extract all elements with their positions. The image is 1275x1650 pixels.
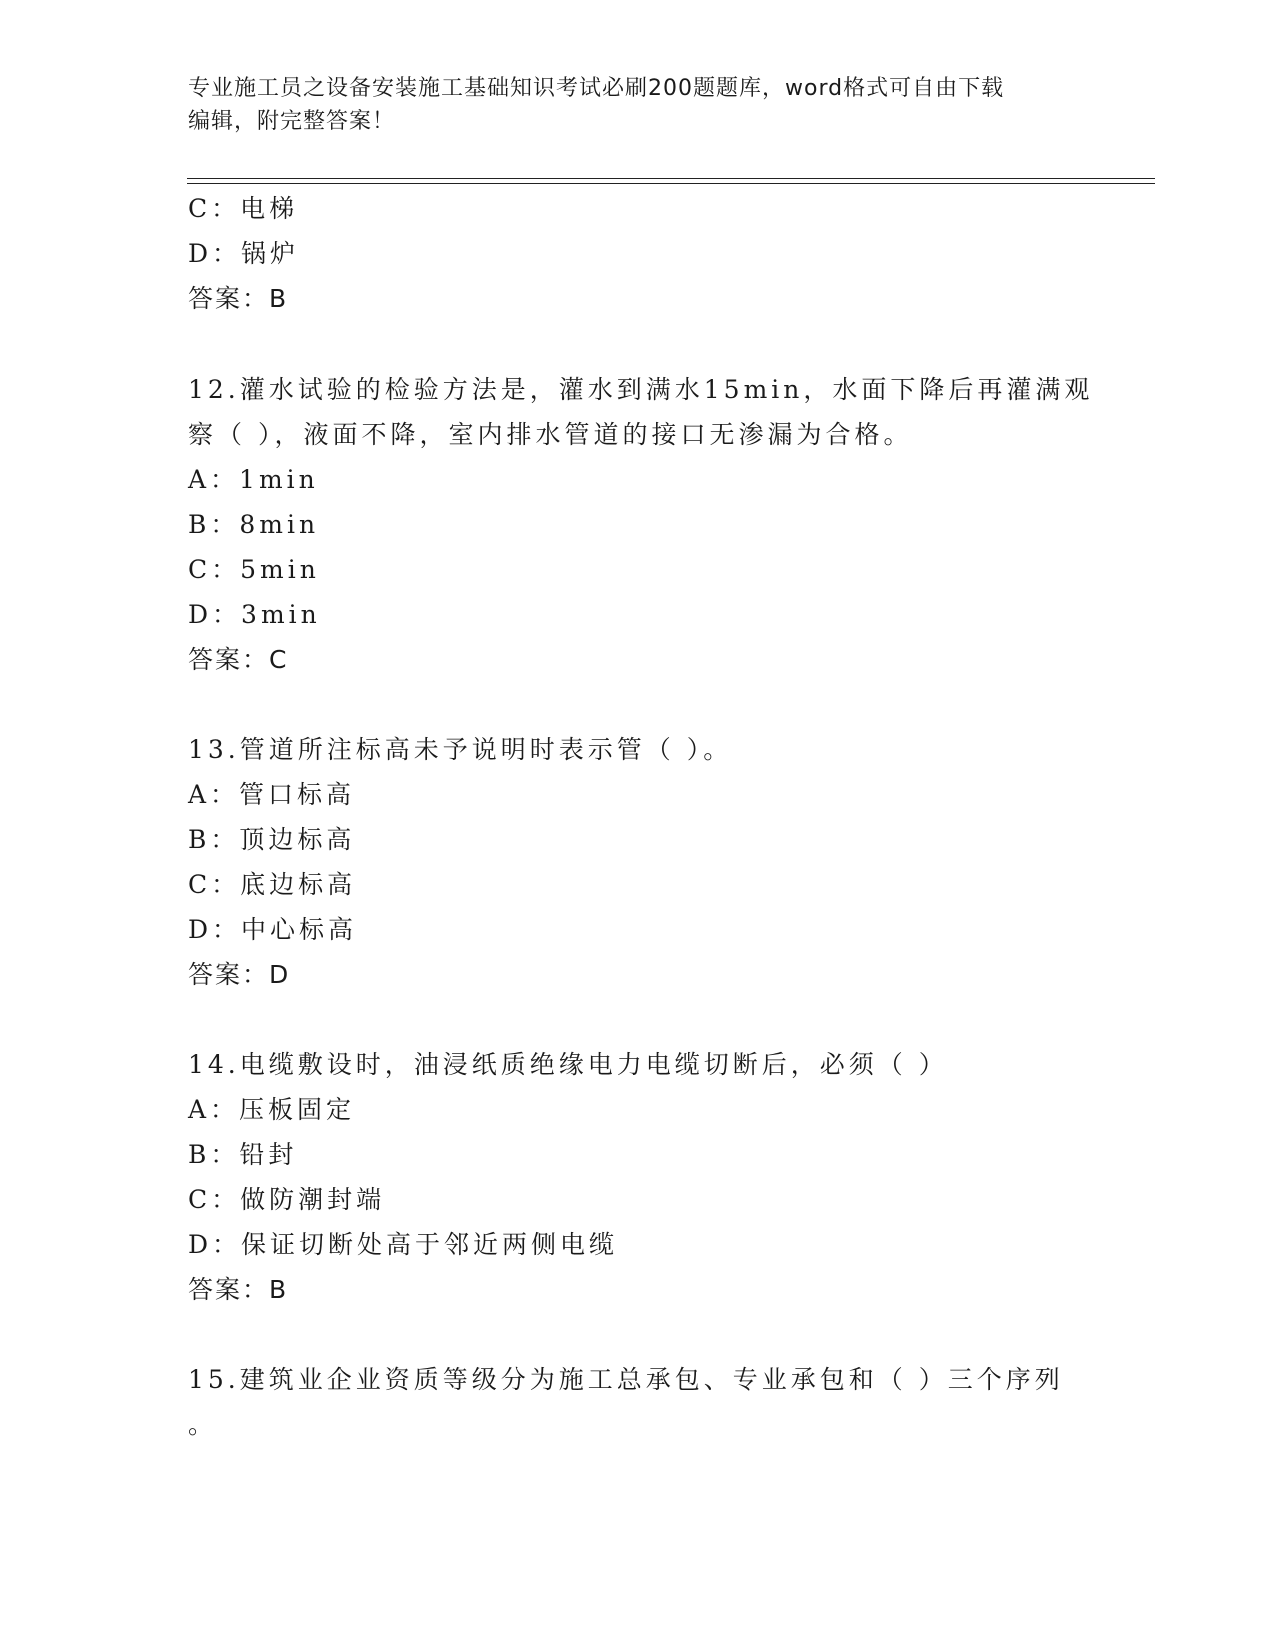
answer-label: 答案： <box>188 284 270 313</box>
header-line-1: 专业施工员之设备安装施工基础知识考试必刷200题题库，word格式可自由下载 <box>188 76 1005 101</box>
header-line-2: 编辑，附完整答案！ <box>188 109 396 134</box>
question-13-option-a: A：管口标高 <box>188 780 356 809</box>
question-12-answer <box>188 644 287 676</box>
question-12-option-b: B：8min <box>188 510 320 539</box>
document-header <box>188 72 1088 138</box>
question-12-stem-line-2: 察（ ），液面不降，室内排水管道的接口无渗漏为合格。 <box>188 420 913 449</box>
question-12-stem-line-1: 12.灌水试验的检验方法是，灌水到满水15min，水面下降后再灌满观 <box>188 375 1094 404</box>
question-14-option-c: C：做防潮封端 <box>188 1185 386 1214</box>
option-c: C：电梯 <box>188 194 299 223</box>
question-14-option-b: B：铅封 <box>188 1140 298 1169</box>
question-13-option-c: C：底边标高 <box>188 870 357 899</box>
question-15-stem-line-2: 。 <box>188 1410 218 1439</box>
question-15-stem-line-1: 15.建筑业企业资质等级分为施工总承包、专业承包和（ ）三个序列 <box>188 1365 1064 1394</box>
question-14-option-a: A：压板固定 <box>188 1095 356 1124</box>
answer-value: D <box>269 960 290 989</box>
answer-label: 答案： <box>188 1275 270 1304</box>
answer-value: C <box>269 645 288 674</box>
option-d: D：锅炉 <box>188 239 300 268</box>
question-12-option-a: A：1min <box>188 465 319 494</box>
answer-value: B <box>269 284 288 313</box>
question-14-option-d: D：保证切断处高于邻近两侧电缆 <box>188 1230 619 1259</box>
header-divider-top <box>187 178 1155 179</box>
header-divider-bottom <box>187 183 1155 184</box>
answer-label: 答案： <box>188 960 270 989</box>
answer-line <box>188 283 287 315</box>
question-13-answer <box>188 959 289 991</box>
question-13-option-b: B：顶边标高 <box>188 825 356 854</box>
question-14-answer <box>188 1274 287 1306</box>
question-13-stem-line-1: 13.管道所注标高未予说明时表示管（ ）。 <box>188 735 733 764</box>
question-14-stem-line-1: 14.电缆敷设时，油浸纸质绝缘电力电缆切断后，必须（ ） <box>188 1050 948 1079</box>
question-12-option-d: D：3min <box>188 600 321 629</box>
question-13-option-d: D：中心标高 <box>188 915 358 944</box>
question-12-option-c: C：5min <box>188 555 320 584</box>
answer-label: 答案： <box>188 645 270 674</box>
answer-value: B <box>269 1275 288 1304</box>
